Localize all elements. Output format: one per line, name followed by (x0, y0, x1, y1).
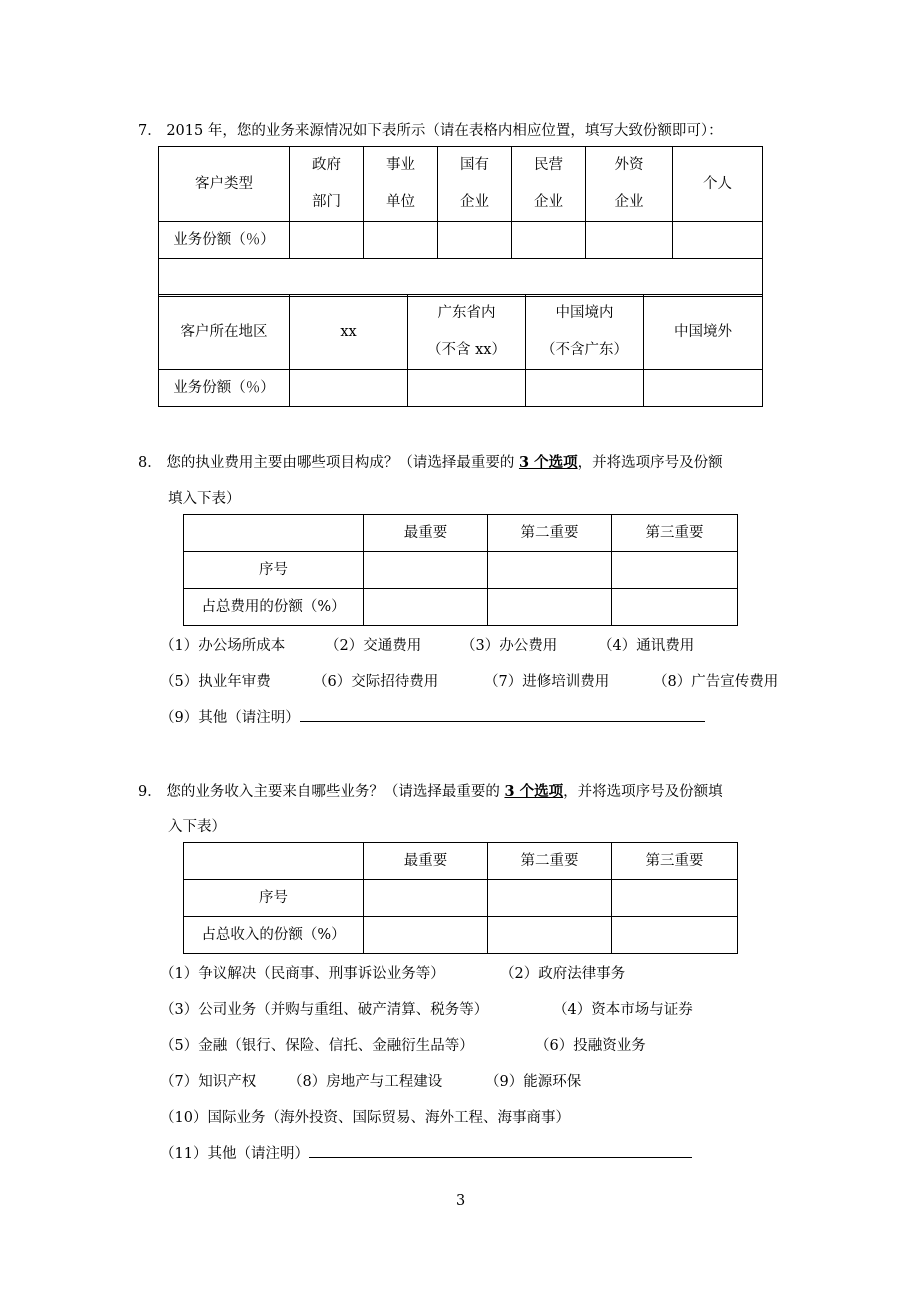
option-item: （1）办公场所成本 (160, 638, 286, 654)
input-cell[interactable] (290, 370, 408, 407)
input-cell[interactable] (612, 880, 738, 917)
column-header: xx (290, 295, 408, 370)
input-cell[interactable] (488, 552, 612, 589)
input-cell[interactable] (612, 917, 738, 954)
column-header: 中国境内 （不含广东） (526, 295, 644, 370)
q8-question-line2: 填入下表） (168, 491, 241, 507)
corner-cell (184, 515, 364, 552)
input-cell[interactable] (364, 222, 438, 259)
input-cell[interactable] (488, 589, 612, 626)
option-item: （3）公司业务（并购与重组、破产清算、税务等） (160, 1002, 489, 1018)
input-cell[interactable] (364, 589, 488, 626)
input-cell[interactable] (364, 880, 488, 917)
q8-table (183, 514, 738, 626)
q9-question-line2: 入下表） (168, 819, 226, 835)
option-item: （3）办公费用 (461, 638, 558, 654)
row-label: 占总收入的份额（%） (184, 917, 364, 954)
column-header: 事业 单位 (364, 147, 438, 222)
input-cell[interactable] (644, 370, 763, 407)
q8-question: 8． 您的执业费用主要由哪些项目构成？（请选择最重要的 3 个选项，并将选项序号及份额 (138, 454, 723, 471)
other-blank-line[interactable] (309, 1143, 692, 1158)
option-item-other: （11）其他（请注明） (160, 1142, 692, 1163)
input-cell[interactable] (290, 222, 364, 259)
option-item: （2）政府法律事务 (500, 966, 626, 982)
option-item: （9）能源环保 (485, 1074, 582, 1090)
q9-question: 9． 您的业务收入主要来自哪些业务？（请选择最重要的 3 个选项，并将选项序号及份额填 (138, 783, 723, 800)
row-label: 业务份额（％） (159, 370, 290, 407)
input-cell[interactable] (364, 917, 488, 954)
column-header: 国有 企业 (438, 147, 512, 222)
spacer-row (159, 259, 763, 297)
column-header: 个人 (673, 147, 763, 222)
other-blank-line[interactable] (300, 707, 705, 722)
option-item: （5）执业年审费 (160, 674, 271, 690)
column-header: 第三重要 (612, 515, 738, 552)
option-item: （1）争议解决（民商事、刑事诉讼业务等） (160, 966, 445, 982)
column-header: 政府 部门 (290, 147, 364, 222)
option-item: （6）交际招待费用 (313, 674, 439, 690)
column-header: 第二重要 (488, 515, 612, 552)
corner-cell (184, 843, 364, 880)
row-label: 占总费用的份额（%） (184, 589, 364, 626)
column-header: 外资 企业 (586, 147, 673, 222)
option-item: （10）国际业务（海外投资、国际贸易、海外工程、海事商事） (160, 1110, 570, 1126)
option-item: （8）房地产与工程建设 (288, 1074, 443, 1090)
column-header: 中国境外 (644, 295, 763, 370)
input-cell[interactable] (586, 222, 673, 259)
row-label: 业务份额（％） (159, 222, 290, 259)
input-cell[interactable] (488, 917, 612, 954)
option-item: （2）交通费用 (325, 638, 422, 654)
option-item: （8）广告宣传费用 (653, 674, 779, 690)
option-item: （6）投融资业务 (535, 1038, 646, 1054)
column-header: 第二重要 (488, 843, 612, 880)
input-cell[interactable] (673, 222, 763, 259)
column-header: 民营 企业 (512, 147, 586, 222)
client-type-header: 客户类型 (159, 147, 290, 222)
input-cell[interactable] (488, 880, 612, 917)
q7-client-type-table (158, 146, 763, 297)
client-region-header: 客户所在地区 (159, 295, 290, 370)
input-cell[interactable] (438, 222, 512, 259)
column-header: 广东省内 （不含 xx） (408, 295, 526, 370)
input-cell[interactable] (408, 370, 526, 407)
q7-question: 7． 2015 年，您的业务来源情况如下表所示（请在表格内相应位置，填写大致份额即可）： (138, 123, 723, 139)
row-label: 序号 (184, 880, 364, 917)
option-item: （5）金融（银行、保险、信托、金融衍生品等） (160, 1038, 474, 1054)
column-header: 最重要 (364, 843, 488, 880)
input-cell[interactable] (612, 552, 738, 589)
input-cell[interactable] (364, 552, 488, 589)
q7-client-region-table (158, 294, 763, 407)
input-cell[interactable] (512, 222, 586, 259)
column-header: 最重要 (364, 515, 488, 552)
row-label: 序号 (184, 552, 364, 589)
option-item: （4）通讯费用 (598, 638, 695, 654)
option-item: （7）进修培训费用 (484, 674, 610, 690)
option-item: （4）资本市场与证券 (553, 1002, 693, 1018)
column-header: 第三重要 (612, 843, 738, 880)
q9-table (183, 842, 738, 954)
input-cell[interactable] (612, 589, 738, 626)
input-cell[interactable] (526, 370, 644, 407)
option-item-other: （9）其他（请注明） (160, 706, 705, 727)
option-item: （7）知识产权 (160, 1074, 257, 1090)
page-number: 3 (456, 1193, 466, 1209)
